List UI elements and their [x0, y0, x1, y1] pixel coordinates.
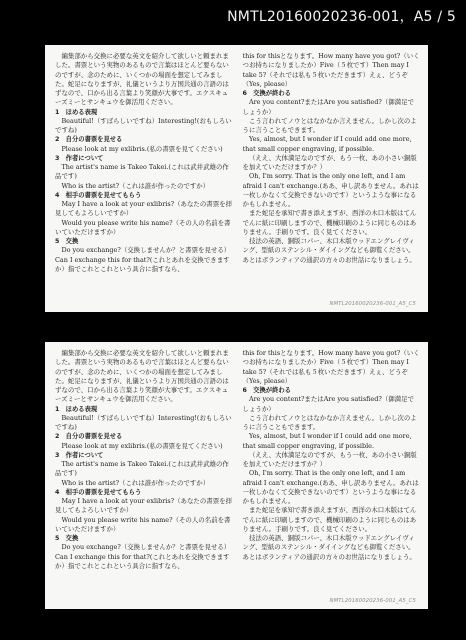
paragraph: Would you please write his name?（その人の名前を書いていただけますか）	[55, 218, 231, 236]
paragraph: Who is the artist?（これは誰が作ったのですか）	[61, 181, 210, 190]
paragraph: こう言われてノウとはなかなか言えません。しかし次のように言うこともできます。	[242, 413, 417, 431]
section-heading: 1 ほめる表現	[55, 405, 98, 413]
paragraph: Beautiful!（すばらしいですね）Interesting!(おもしろいですね)	[55, 413, 232, 431]
paragraph: Yes, almost, but I wonder if I could add one more, that small copper engraving, if possible.	[242, 135, 412, 153]
paragraph: Oh, I'm sorry. That is the only one left, and I am afraid I can't exchange.(ああ、申し訳ありません。あれは一枚しかなくて交換できないのです）というような事になるかもしれません。	[242, 172, 419, 208]
archive-stamp: NMTL20160020236-001_A5_C5	[329, 598, 416, 604]
left-column	[55, 52, 233, 306]
paragraph: The artist's name is Takeo Takei.(これは武井武雄の作品です)	[55, 460, 229, 478]
paragraph: Do you exchange?（交換しませんか？と書票を見せる）Can I exchange this for that?(これとあれを交換できますか）指でこれとこれという具合に指すなら、	[55, 246, 231, 273]
paragraph: 編集部から交換に必要な英文を紹介して欲しいと頼まれました。書票という実物のあるもので言葉はほとんど要らないのですが、念のために、いくつかの場面を想定してみました。蛇足になりますが、礼儀というより万国共通の言語のはずなので、口から出る言葉より笑顔が大事です。エクスキューズミーとサンキュウを御活用ください。	[55, 349, 229, 404]
paragraph: May I have a look at your exlibris?（あなたの書票を拝見してもよろしいですか）	[55, 200, 233, 218]
paragraph: Would you please write his name?（その人の名前を書いていただけますか）	[55, 515, 231, 533]
paragraph: this for thisとなります。How many have you got?（いくつお持ちになりましたか）Five（５枚です）Then may I take 5?（それでは私も５枚いただきます）えぇ、どうぞ（Yes, please）	[242, 52, 420, 88]
document-id-label: NMTL20160020236-001，A5 / 5	[227, 9, 456, 25]
paragraph: Beautiful!（すばらしいですね）Interesting!(おもしろいですね)	[55, 116, 232, 134]
paragraph: May I have a look at your exlibris?（あなたの書票を拝見してもよろしいですか）	[55, 497, 233, 515]
left-column	[55, 349, 233, 603]
paragraph: Do you exchange?（交換しませんか？と書票を見せる）Can I exchange this for that?(これとあれを交換できますか）指でこれとこれという具合に指すなら、	[55, 543, 231, 570]
section-heading: 5 交換	[55, 238, 79, 245]
section-heading: 2 自分の書票を見せる	[55, 433, 123, 441]
paragraph: Who is the artist?（これは誰が作ったのですか）	[61, 478, 210, 487]
paragraph: こう言われてノウとはなかなか言えません。しかし次のように言うこともできます。	[242, 116, 417, 134]
paragraph: （ええ、大体満足なのですが、もう一枚、あの小さい銅版を加えていただけますか？）	[242, 153, 417, 171]
paragraph: Please look at my exlibris.(私の書票を見てください)	[61, 441, 223, 450]
paragraph: Yes, almost, but I wonder if I could add one more, that small copper engraving, if possible.	[242, 432, 412, 450]
scanned-sheet-bottom	[45, 342, 428, 609]
paragraph: 編集部から交換に必要な英文を紹介して欲しいと頼まれました。書票という実物のあるもので言葉はほとんど要らないのですが、念のために、いくつかの場面を想定してみました。蛇足になりますが、礼儀というより万国共通の言語のはずなので、口から出る言葉より笑顔が大事です。エクスキューズミーとサンキュウを御活用ください。	[55, 52, 229, 107]
paragraph: this for thisとなります。How many have you got?（いくつお持ちになりましたか）Five（５枚です）Then may I take 5?（それでは私も５枚いただきます）えぇ、どうぞ（Yes, please）	[242, 349, 420, 385]
section-heading: 1 ほめる表現	[55, 108, 98, 116]
paragraph: Are you content?またはAre you satisfied?（御満足でしょうか）	[242, 395, 414, 413]
scanned-sheet-top	[45, 45, 428, 312]
archive-stamp: NMTL20160020236-001_A5_C5	[329, 301, 416, 307]
section-heading: 5 交換	[55, 535, 79, 542]
section-heading: 2 自分の書票を見せる	[55, 136, 123, 144]
paragraph: Oh, I'm sorry. That is the only one left, and I am afraid I can't exchange.(ああ、申し訳ありません。あれは一枚しかなくて交換できないのです）というような事になるかもしれません。	[242, 469, 419, 505]
section-heading: 4 相手の書票を見せてもらう	[55, 488, 142, 496]
paragraph: Are you content?またはAre you satisfied?（御満足でしょうか）	[242, 98, 414, 116]
section-heading: 6 交換が終わる	[242, 90, 291, 97]
paragraph: また蛇足を承知で書き添えますが、西洋の木口木版はてんでんに紙に印刷しますので、機械印刷のように同じものはありません。手刷りです。良く見てください。	[242, 506, 417, 533]
paragraph: また蛇足を承知で書き添えますが、西洋の木口木版はてんでんに紙に印刷しますので、機械印刷のように同じものはありません。手刷りです。良く見てください。	[242, 209, 417, 236]
paragraph: （ええ、大体満足なのですが、もう一枚、あの小さい銅版を加えていただけますか？）	[242, 450, 417, 468]
section-heading: 3 作者について	[55, 451, 104, 459]
section-heading: 6 交換が終わる	[242, 387, 291, 394]
right-column	[243, 349, 421, 603]
right-column	[243, 52, 421, 306]
section-heading: 4 相手の書票を見せてもらう	[55, 191, 142, 199]
paragraph: 技法の英語、銅版コパー、木口木版ウッドエングレイヴィング、型紙のステンシル・ダイイングなども御覧ください。あとはボランティアの通訳の方々のお世話になりましょう。	[242, 534, 416, 561]
paragraph: The artist's name is Takeo Takei.(これは武井武雄の作品です)	[55, 163, 229, 181]
paragraph: Please look at my exlibris.(私の書票を見てください)	[61, 144, 223, 153]
section-heading: 3 作者について	[55, 154, 104, 162]
paragraph: 技法の英語、銅版コパー、木口木版ウッドエングレイヴィング、型紙のステンシル・ダイイングなども御覧ください。あとはボランティアの通訳の方々のお世話になりましょう。	[242, 237, 416, 264]
